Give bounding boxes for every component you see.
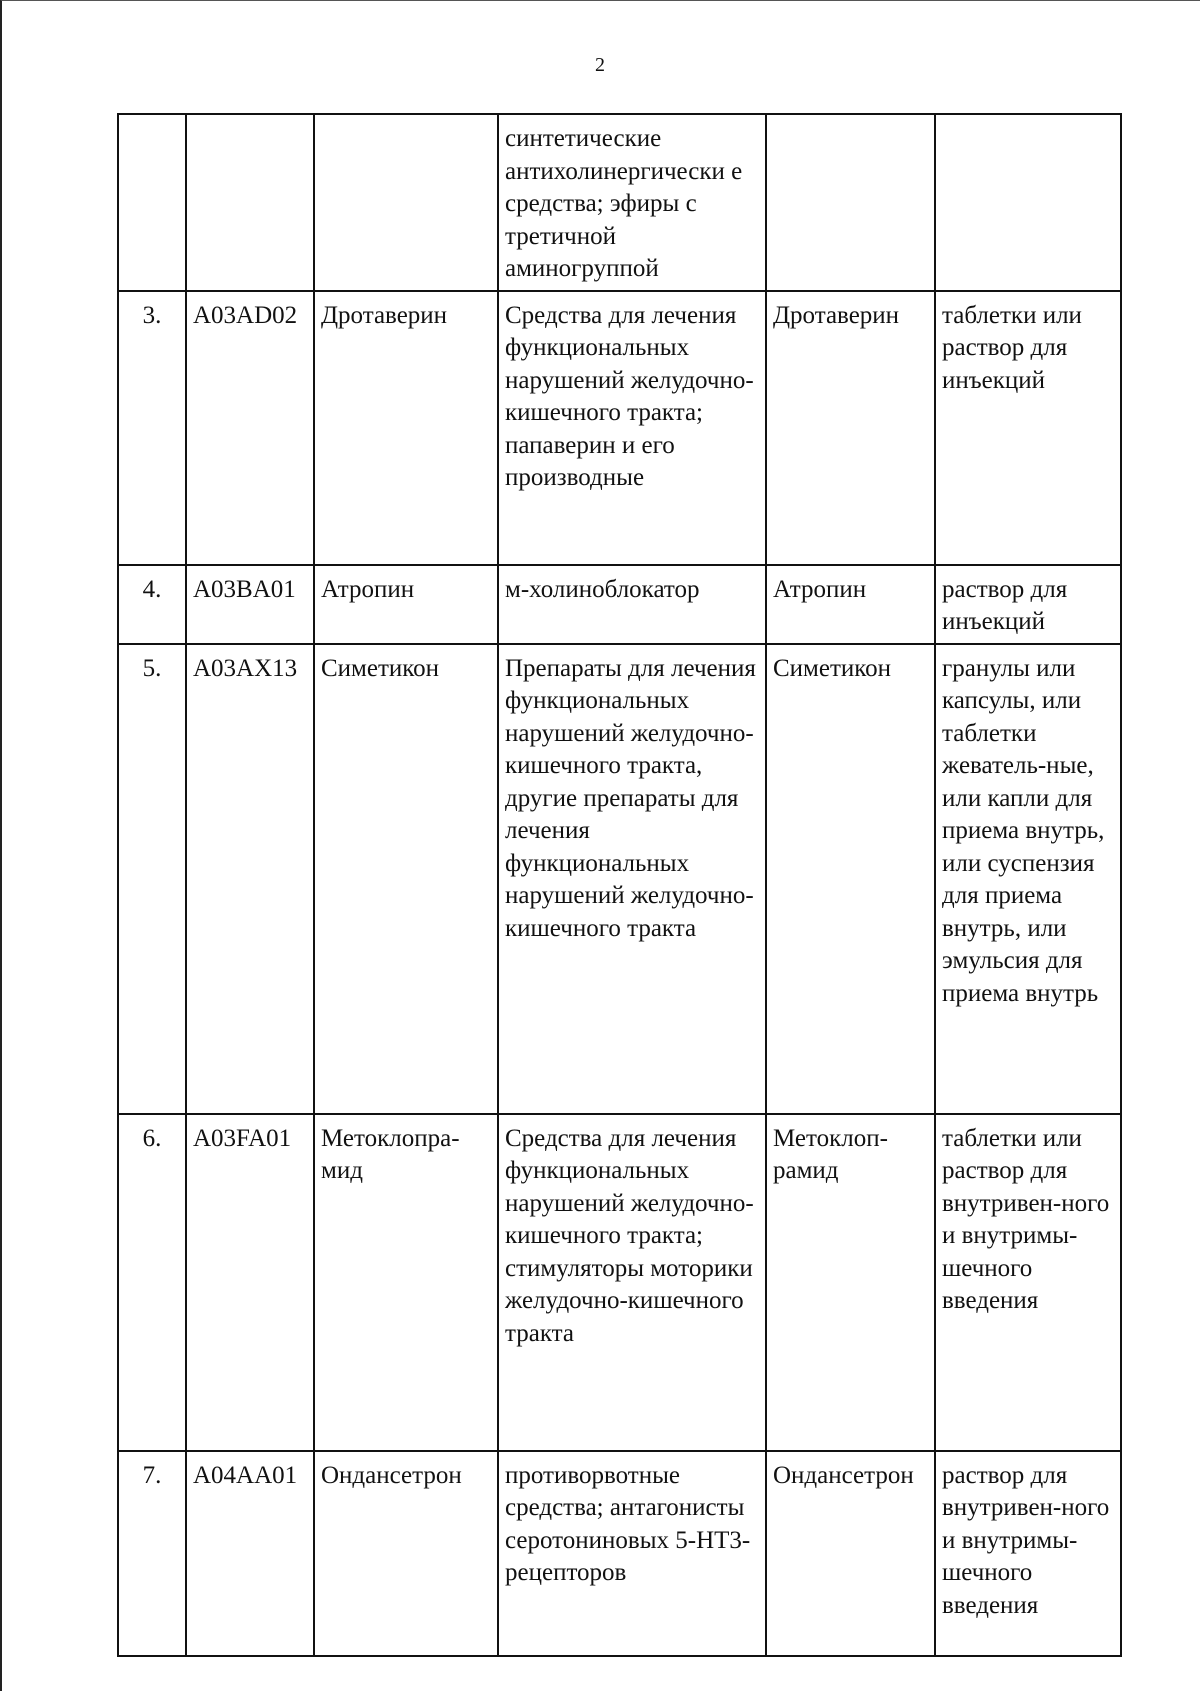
dosage-form-cell: таблетки или раствор для внутривен-ного и внутримы-шечного введения [935,1114,1121,1451]
atc-code-cell [186,114,314,291]
atc-code-cell: A03AD02 [186,291,314,565]
drug-name-cell: Метоклоп-рамид [766,1114,935,1451]
table-row [118,644,1121,1114]
table-row [118,1114,1121,1451]
medication-table [117,113,1122,1657]
atc-code-cell: A03FA01 [186,1114,314,1451]
row-number-cell [118,114,186,291]
inn-cell: Симетикон [314,644,498,1114]
pharm-group-cell: Средства для лечения функциональных нарушений желудочно-кишечного тракта; стимуляторы моторики желудочно-кишечного тракта [498,1114,766,1451]
dosage-form-cell: раствор для внутривен-ного и внутримы-шечного введения [935,1451,1121,1656]
table-row [118,1451,1121,1656]
table-row [118,565,1121,644]
inn-cell: Ондансетрон [314,1451,498,1656]
dosage-form-cell: гранулы или капсулы, или таблетки жеватель-ные, или капли для приема внутрь, или суспензия для приема внутрь, или эмульсия для приема внутрь [935,644,1121,1114]
row-number-cell: 3. [118,291,186,565]
page-number: 2 [595,54,605,76]
pharm-group-cell: синтетические антихолинергически е средства; эфиры с третичной аминогруппой [498,114,766,291]
row-number-cell: 4. [118,565,186,644]
pharm-group-cell: м-холиноблокатор [498,565,766,644]
row-number-cell: 5. [118,644,186,1114]
drug-name-cell: Симетикон [766,644,935,1114]
drug-name-cell: Дротаверин [766,291,935,565]
pharm-group-cell: Средства для лечения функциональных нарушений желудочно-кишечного тракта; папаверин и его производные [498,291,766,565]
dosage-form-cell [935,114,1121,291]
drug-name-cell [766,114,935,291]
pharm-group-cell: Препараты для лечения функциональных нарушений желудочно-кишечного тракта, другие препараты для лечения функциональных нарушений желудочно-кишечного тракта [498,644,766,1114]
atc-code-cell: A03BA01 [186,565,314,644]
pharm-group-cell: противорвотные средства; антагонисты серотониновых 5-НТ3-рецепторов [498,1451,766,1656]
inn-cell [314,114,498,291]
inn-cell: Метоклопра-мид [314,1114,498,1451]
row-number-cell: 7. [118,1451,186,1656]
atc-code-cell: A04AA01 [186,1451,314,1656]
atc-code-cell: A03AX13 [186,644,314,1114]
inn-cell: Дротаверин [314,291,498,565]
table-row [118,291,1121,565]
drug-name-cell: Ондансетрон [766,1451,935,1656]
row-number-cell: 6. [118,1114,186,1451]
table-row [118,114,1121,291]
dosage-form-cell: таблетки или раствор для инъекций [935,291,1121,565]
dosage-form-cell: раствор для инъекций [935,565,1121,644]
inn-cell: Атропин [314,565,498,644]
drug-name-cell: Атропин [766,565,935,644]
